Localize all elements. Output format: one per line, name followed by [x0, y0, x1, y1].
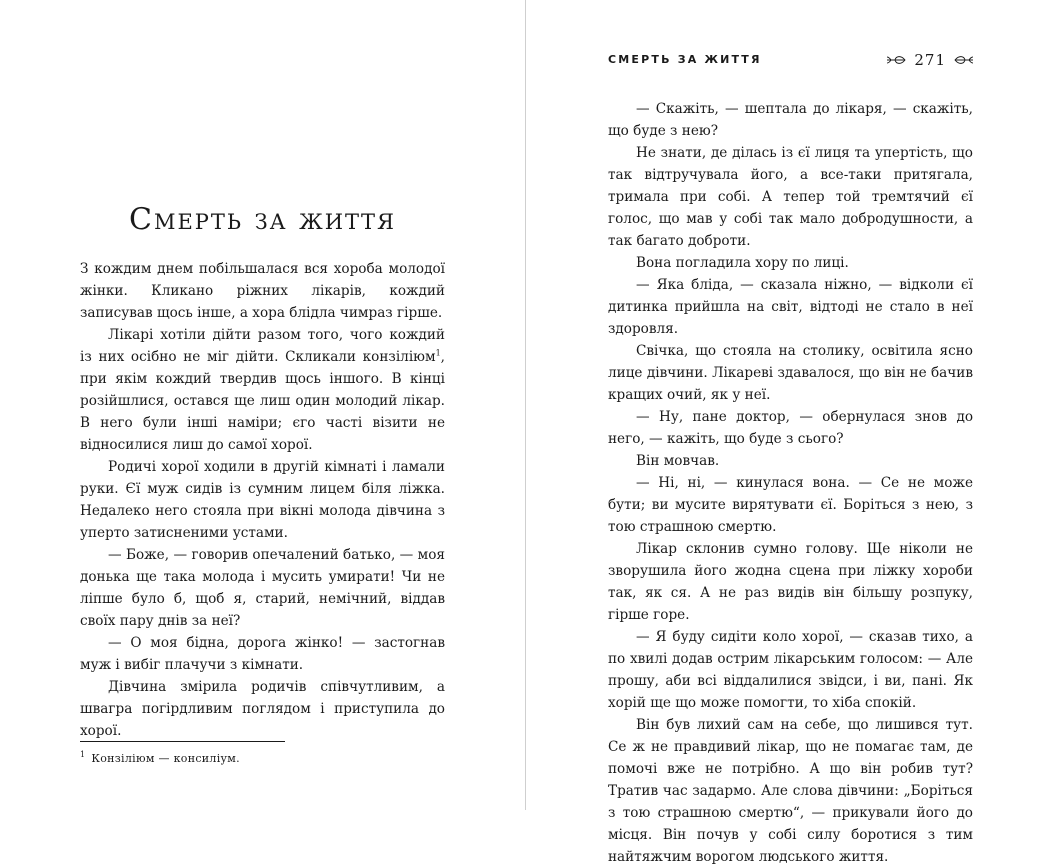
left-page [0, 0, 526, 810]
leaf-ornament-icon [952, 54, 974, 66]
paragraph: — Боже, — говорив опечалений батько, — моя донька ще така молода і мусить умирати! Чи не ліпше було б, щоб я, старий, немічний, віддав своїх пару днів за неї? [80, 547, 445, 629]
footnote-text: Конзіліюм — консиліум. [91, 752, 240, 765]
left-page-body [80, 258, 445, 742]
paragraph: — О моя бідна, дорога жінко! — застогнав муж і вибіг плачучи з кімнати. [80, 635, 445, 673]
running-head: СМЕРТЬ ЗА ЖИТТЯ [608, 53, 762, 66]
paragraph: — Скажіть, — шептала до лікаря, — скажіть, що буде з нею? [608, 101, 973, 139]
paragraph: Вона погладила хору по лиці. [636, 255, 849, 271]
paragraph: Лікар склонив сумно голову. Ще ніколи не зворушила його жодна сцена при ліжку хороби так, як ся. А не раз видів він більшу розпуку, гірше горе. [608, 541, 973, 623]
paragraph: — Ну, пане доктор, — обернулася знов до него, — кажіть, що буде з сього? [608, 409, 973, 447]
paragraph: З кождим днем побільшалася вся хороба молодої жінки. Кликано ріжних лікарів, кождий записував щось інше, а хора блідла чимраз гірше. [80, 261, 445, 321]
paragraph: — Я буду сидіти коло хорої, — сказав тихо, а по хвилі додав острим лікарським голосом: — Але прошу, аби всі віддалилися звідси, і ви, пані. Як хорій ще що може помогти, то хіба спокій. [608, 629, 973, 711]
chapter-title: Смерть за життя [128, 202, 396, 237]
paragraph: Свічка, що стояла на столику, освітила ясно лице дівчини. Лікареві здавалося, що він не бачив кращих очий, як у неї. [608, 343, 973, 403]
paragraph: — Ні, ні, — кинулася вона. — Се не може бути; ви мусите вирятувати єї. Боріться з нею, з тою страшною смертю. [608, 475, 973, 535]
page-number: 271 [914, 51, 946, 69]
right-page-body [608, 98, 973, 868]
paragraph: Він мовчав. [636, 453, 720, 469]
paragraph: — Яка бліда, — сказала ніжно, — відколи єї дитинка прийшла на світ, відтоді не стало в неї здоровля. [608, 277, 973, 337]
footnote-marker: 1 [80, 750, 86, 760]
paragraph-text: , при якім кождий твердив щось іншого. В кінці розійшлися, остався ще лиш один молодий лікар. В него були інші наміри; єго часті візити не відносилися лиш до самої хорої. [80, 349, 445, 453]
paragraph: Родичі хорої ходили в другій кімнаті і ламали руки. Єї муж сидів із сумним лицем біля ліжка. Недалеко него стояла при вікні молода дівчина з уперто затисненими устами. [80, 459, 445, 541]
footnote-divider [80, 741, 285, 742]
paragraph-with-footnote [80, 324, 445, 456]
paragraph: Він був лихий сам на себе, що лишився тут. Се ж не правдивий лікар, що не помагає там, де помочі вже не потрібно. А що він робив тут? Тратив час задармо. Але слова дівчини: „Боріться з тою страшною смертю“, — прикували його до місця. Він почув у собі силу боротися з тим найтяжчим ворогом людського життя. [608, 717, 973, 865]
paragraph-text: Лікарі хотіли дійти разом того, чого кождий із них осібно не міг дійти. Скликали конзіліюм [80, 327, 445, 365]
footnote-reference[interactable]: 1 [435, 348, 441, 358]
paragraph: Дівчина змірила родичів співчутливим, а швагра погірдливим поглядом і приступила до хорої. [80, 679, 445, 739]
footnote [80, 751, 445, 767]
paragraph: Не знати, де ділась із єї лиця та упертість, що так відтручувала його, а все-таки притягала, тримала при собі. А тепер той тремтячий єї голос, що мав у собі так мало добродушности, а так багато доброти. [608, 145, 973, 249]
leaf-ornament-icon [886, 54, 908, 66]
page-number-block [886, 48, 974, 72]
